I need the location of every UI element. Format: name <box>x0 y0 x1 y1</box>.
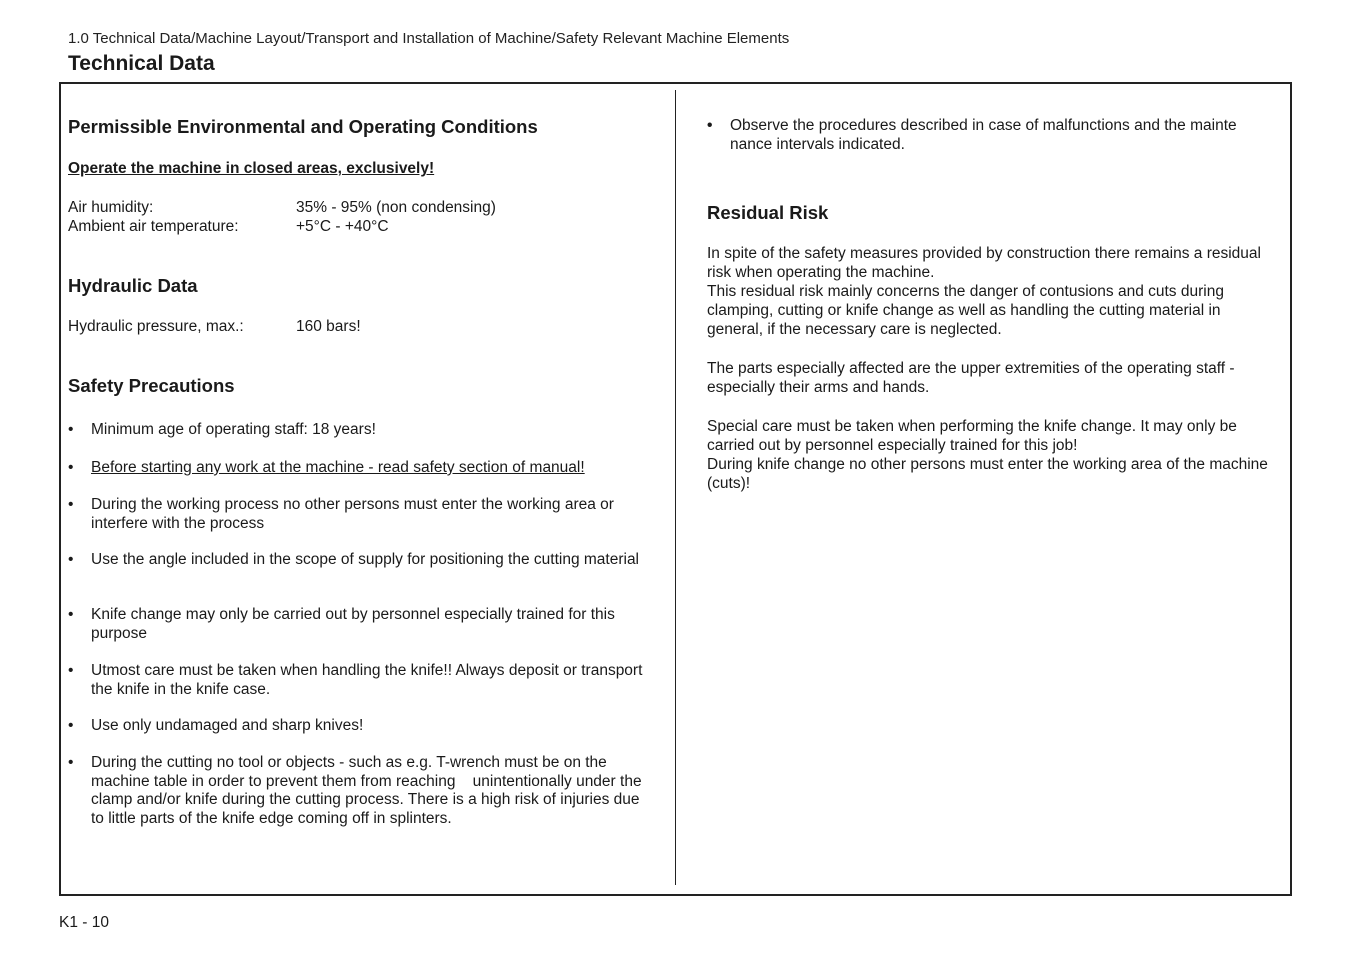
bullet-dot: • <box>68 496 74 513</box>
hydraulic-pressure-label: Hydraulic pressure, max.: <box>68 318 244 335</box>
page-number: K1 - 10 <box>59 914 109 931</box>
list-item-text: Use the angle included in the scope of supply for positioning the cutting material <box>91 551 640 568</box>
bullet-dot: • <box>707 117 713 134</box>
list-item-text: Knife change may only be carried out by personnel especially trained for this purpose <box>91 606 615 642</box>
residual-paragraph-3: The parts especially affected are the upper extremities of the operating staff - especially their arms and hands. <box>707 360 1235 396</box>
bullet-dot: • <box>68 717 74 734</box>
air-humidity-value: 35% - 95% (non condensing) <box>296 199 496 216</box>
list-item-text: During the cutting no tool or objects - such as e.g. T-wrench must be on the machine table in order to prevent them from reaching unintentionally under the clamp and/or knife during the cutting process. There is a high risk of injuries due to little parts of the knife edge coming off in splinters. <box>91 754 646 827</box>
hydraulic-pressure-value: 160 bars! <box>296 318 361 335</box>
ambient-temperature-value: +5°C - +40°C <box>296 218 389 235</box>
bullet-dot: • <box>68 551 74 568</box>
column-divider <box>675 90 676 885</box>
residual-risk-heading: Residual Risk <box>707 202 829 223</box>
residual-paragraph-4: Special care must be taken when performing the knife change. It may only be carried out by personnel especially trained for this job! <box>707 418 1237 454</box>
page-title: Technical Data <box>68 52 215 75</box>
ambient-temperature-label: Ambient air temperature: <box>68 218 239 235</box>
safety-heading: Safety Precautions <box>68 375 235 396</box>
list-item-text: Use only undamaged and sharp knives! <box>91 717 364 734</box>
list-item-text: Minimum age of operating staff: 18 years! <box>91 421 376 438</box>
env-heading: Permissible Environmental and Operating Conditions <box>68 116 538 137</box>
list-item-text: Utmost care must be taken when handling the knife!! Always deposit or transport the knife in the knife case. <box>91 662 643 698</box>
list-item-text: During the working process no other persons must enter the working area or interfere with the process <box>91 496 614 532</box>
bullet-dot: • <box>68 606 74 623</box>
air-humidity-label: Air humidity: <box>68 199 154 216</box>
bullet-dot: • <box>68 459 74 476</box>
residual-paragraph-1: In spite of the safety measures provided by construction there remains a residual risk when operating the machine. <box>707 245 1261 281</box>
list-item-text: Before starting any work at the machine - read safety section of manual! <box>91 459 585 476</box>
residual-paragraph-5: During knife change no other persons must enter the working area of the machine (cuts)! <box>707 456 1268 492</box>
breadcrumb: 1.0 Technical Data/Machine Layout/Transport and Installation of Machine/Safety Relevant Machine Elements <box>68 30 790 47</box>
bullet-dot: • <box>68 421 74 438</box>
bullet-dot: • <box>68 754 74 771</box>
list-item-text: Observe the procedures described in case of malfunctions and the mainte nance intervals indicated. <box>730 117 1237 153</box>
hydraulic-heading: Hydraulic Data <box>68 275 198 296</box>
bullet-dot: • <box>68 662 74 679</box>
closed-areas-notice: Operate the machine in closed areas, exclusively! <box>68 160 435 177</box>
residual-paragraph-2: This residual risk mainly concerns the danger of contusions and cuts during clamping, cutting or knife change as well as handling the cutting material in general, if the necessary care is neglected. <box>707 283 1224 338</box>
